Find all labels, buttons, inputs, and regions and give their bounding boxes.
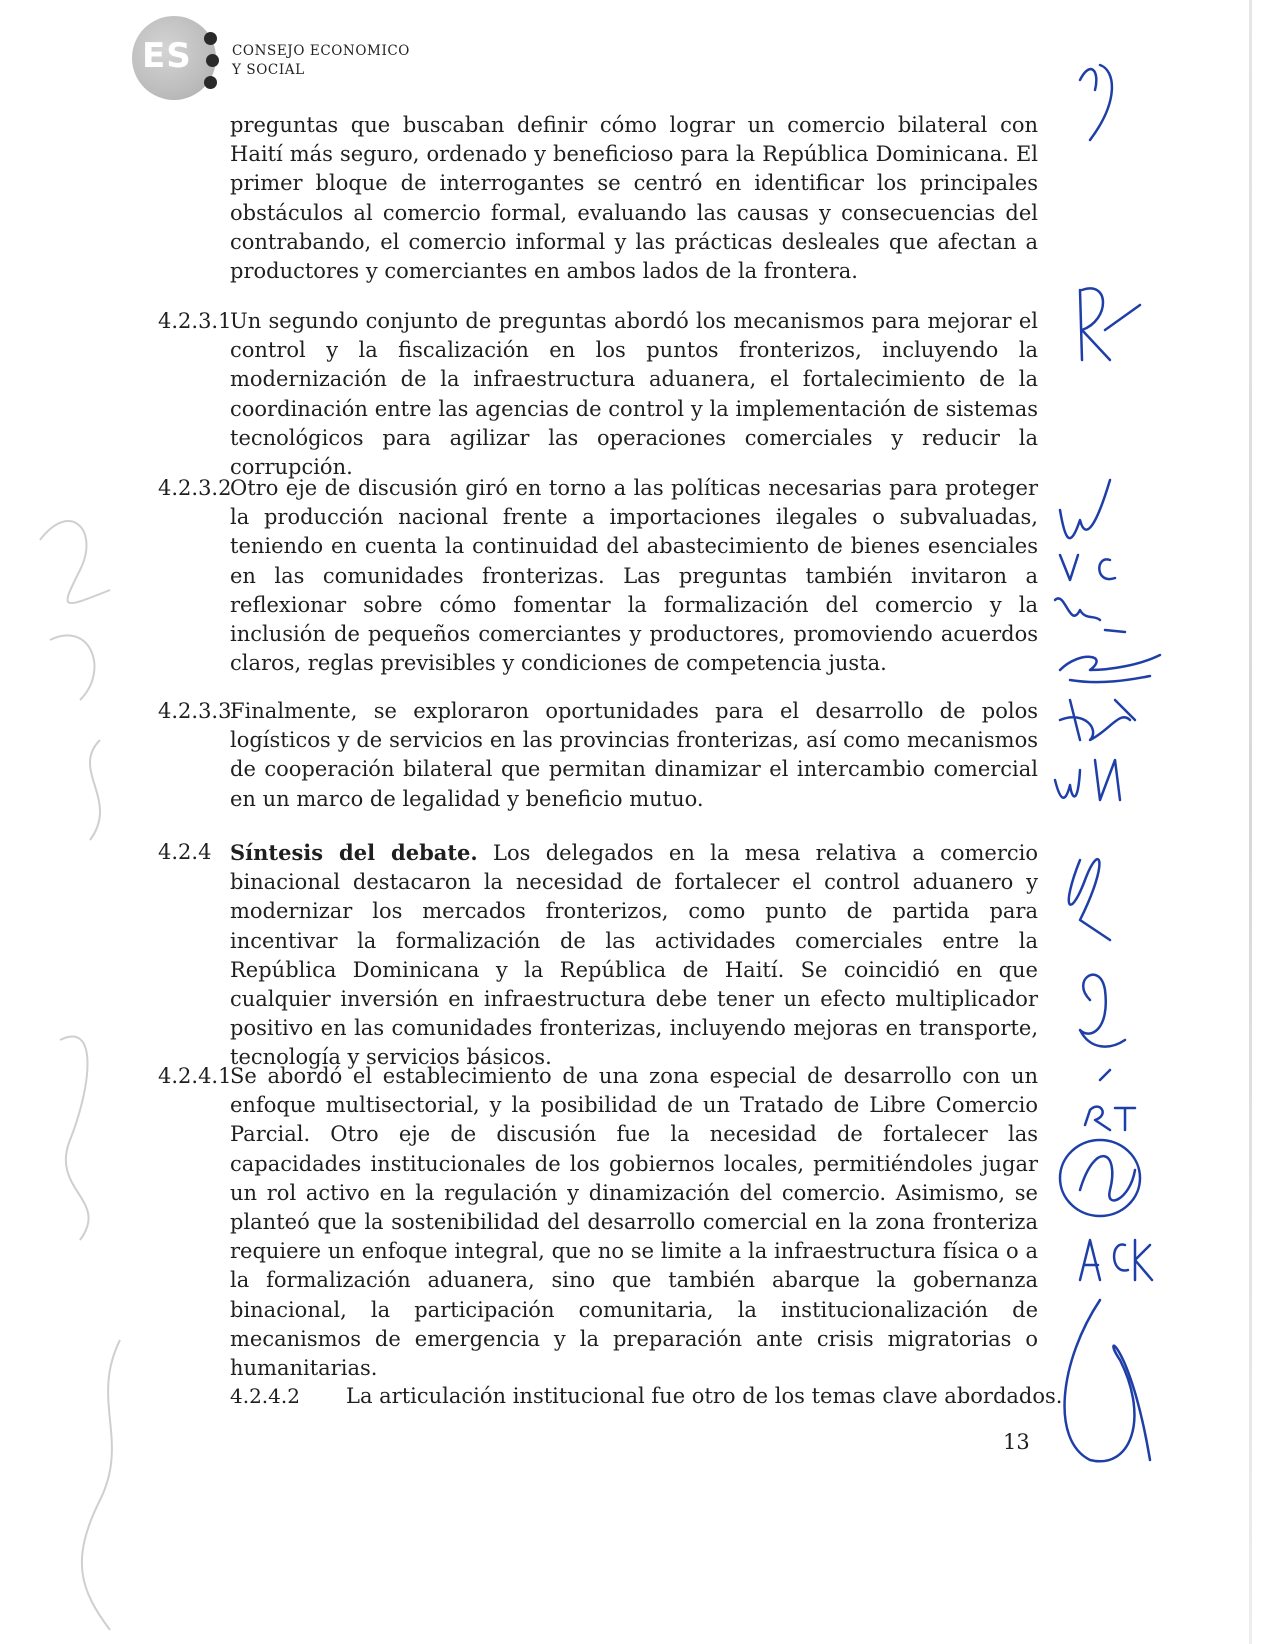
section-number: 4.2.4.1	[158, 1064, 232, 1088]
ces-logo	[132, 14, 432, 104]
signature-mark	[1080, 975, 1125, 1080]
signature-mark	[1055, 760, 1120, 800]
signature-mark	[1065, 1300, 1150, 1461]
org-name	[232, 42, 410, 80]
logo-dot	[204, 76, 217, 89]
logo-letters: ES	[142, 36, 192, 76]
signatures-margin	[1040, 40, 1240, 1500]
section-number: 4.2.3.3	[158, 699, 232, 723]
signature-mark	[1085, 1107, 1135, 1130]
signature-mark	[1069, 859, 1110, 940]
section-heading: Síntesis del debate.	[230, 840, 478, 865]
section-number: 4.2.3.1	[158, 309, 232, 333]
signature-mark	[1060, 700, 1135, 740]
section-text: Los delegados en la mesa relativa a comercio binacional destacaron la necesidad de fortalecer el control aduanero y modernizar los mercados fronterizos, como punto de partida para incentivar la formalización de las actividades comerciales entre la República Dominicana y la República de Haití. Se coincidió en que cualquier inversión en infraestructura debe tener un efecto multiplicador positivo en las comunidades fronterizas, incluyendo mejoras en transporte, tecnología y servicios básicos.	[230, 841, 1038, 1070]
signature-mark	[1080, 65, 1112, 140]
section-paragraph: Un segundo conjunto de preguntas abordó los mecanismos para mejorar el control y la fiscalización en los puntos fronterizos, incluyendo la modernización de la infraestructura aduanera, el fortalecimiento de la coordinación entre las agencias de control y la implementación de sistemas tecnológicos para agilizar las operaciones comerciales y reducir la corrupción.	[230, 309, 1038, 480]
section-number: 4.2.4.2	[230, 1384, 300, 1408]
page-number: 13	[1003, 1430, 1030, 1454]
logo-dot	[206, 54, 219, 67]
signature-mark	[1055, 598, 1125, 632]
section-paragraph: La articulación institucional fue otro de los temas clave abordados.	[346, 1384, 1063, 1408]
org-name-line2: Y SOCIAL	[232, 62, 305, 78]
section-paragraph: Otro eje de discusión giró en torno a las políticas necesarias para proteger la producción nacional frente a importaciones ilegales o subvaluadas, teniendo en cuenta la continuidad del abastecimiento de bienes esenciales en las comunidades fronterizas. Las preguntas también invitaron a reflexionar sobre cómo fomentar la formalización del comercio y la inclusión de pequeños comerciantes y productores, promoviendo acuerdos claros, reglas previsibles y condiciones de competencia justa.	[230, 476, 1038, 676]
signature-mark	[1060, 555, 1115, 580]
signature-mark	[1060, 655, 1160, 682]
section-paragraph: Se abordó el establecimiento de una zona especial de desarrollo con un enfoque multisectorial, y la posibilidad de un Tratado de Libre Comercio Parcial. Otro eje de discusión fue la necesidad de fortalecer las capacidades institucionales de los gobiernos locales, permitiéndoles jugar un rol activo en la regulación y dinamización del comercio. Asimismo, se planteó que la sostenibilidad del desarrollo comercial en la zona fronteriza requiere un enfoque integral, que no se limite a la infraestructura física o a la formalización aduanera, sino que también abarque la gobernanza binacional, la participación comunitaria, la institucionalización de mecanismos de emergencia y la preparación ante crisis migratorias o humanitarias.	[230, 1064, 1038, 1381]
signature-mark	[1060, 1140, 1140, 1216]
section-number: 4.2.4	[158, 840, 212, 864]
section-paragraph	[230, 838, 1038, 1073]
section-paragraph: Finalmente, se exploraron oportunidades para el desarrollo de polos logísticos y de servicios en las provincias fronterizas, así como mecanismos de cooperación bilateral que permitan dinamizar el intercambio comercial en un marco de legalidad y beneficio mutuo.	[230, 699, 1038, 811]
org-name-line1: CONSEJO ECONOMICO	[232, 43, 410, 59]
signature-mark	[1080, 288, 1140, 360]
left-margin-bleed-marks	[0, 440, 150, 1640]
intro-paragraph: preguntas que buscaban definir cómo lograr un comercio bilateral con Haití más seguro, ordenado y beneficioso para la República Dominicana. El primer bloque de interrogantes se centró en identificar los principales obstáculos al comercio formal, evaluando las causas y consecuencias del contrabando, el comercio informal y las prácticas desleales que afectan a productores y comerciantes en ambos lados de la frontera.	[230, 113, 1038, 284]
logo-dot	[204, 32, 217, 45]
signature-mark	[1080, 1240, 1152, 1280]
section-number: 4.2.3.2	[158, 476, 232, 500]
scan-edge	[1249, 0, 1252, 1644]
signature-mark	[1080, 1156, 1135, 1200]
signature-mark	[1060, 480, 1110, 538]
